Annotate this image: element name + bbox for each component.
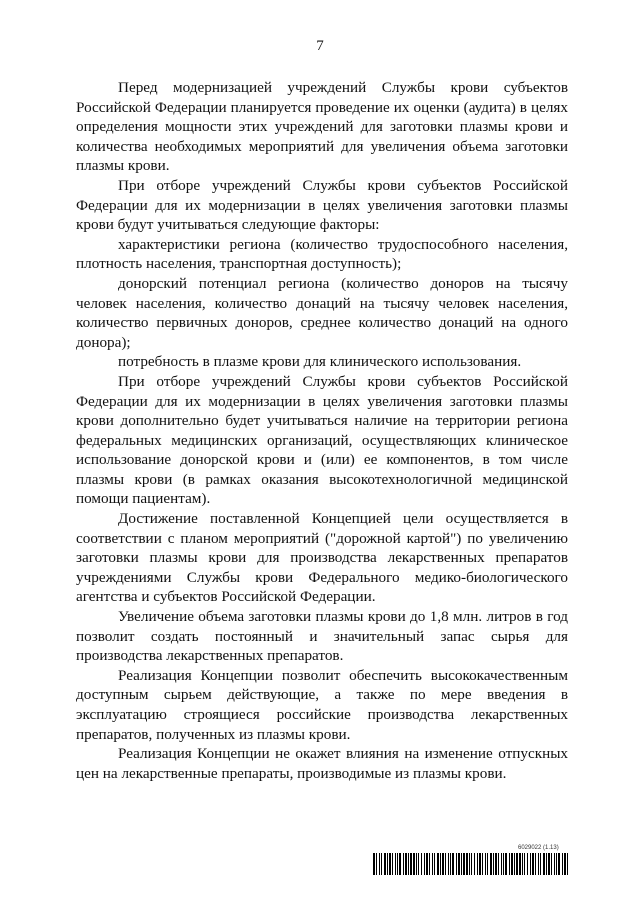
document-code: 6029022 (1.13) — [518, 845, 559, 851]
page-number: 7 — [316, 38, 324, 54]
barcode — [373, 853, 569, 875]
list-item-region-characteristics: характеристики региона (количество трудоспособного населения, плотность населения, транспортная доступность); — [76, 235, 568, 273]
paragraph-selection-factors: При отборе учреждений Службы крови субъектов Российской Федерации для их модернизации в целях увеличения заготовки плазмы крови будут учитываться следующие факторы: — [76, 176, 568, 234]
paragraph-implementation-supply: Реализация Концепции позволит обеспечить высококачественным доступным сырьем действующие, а также по мере введения в эксплуатацию строящиеся российские производства лекарственных препаратов, полученных из плазмы крови. — [76, 666, 568, 743]
paragraph-volume-increase: Увеличение объема заготовки плазмы крови до 1,8 млн. литров в год позволит создать постоянный и значительный запас сырья для производства лекарственных препаратов. — [76, 608, 568, 665]
paragraph-additional-factors: При отборе учреждений Службы крови субъектов Российской Федерации для их модернизации в целях увеличения заготовки плазмы крови дополнительно будет учитываться наличие на территории региона федеральных медицинских организаций, осуществляющих клиническое использование донорской крови и (или) ее компонентов, в том числе плазмы крови (в рамках оказания высокотехнологичной медицинской помощи пациентам). — [76, 372, 568, 508]
list-item-donor-potential: донорский потенциал региона (количество доноров на тысячу человек населения, количество донаций на тысячу человек населения, количество первичных доноров, среднее количество донаций на одного донора); — [76, 274, 568, 351]
paragraph-goal-achievement: Достижение поставленной Концепцией цели осуществляется в соответствии с планом мероприятий ("дорожной картой") по увеличению заготовки плазмы крови для производства лекарственных препаратов учреждениями Службы крови Федерального медико-биологического агентства и субъектов Российской Федерации. — [76, 510, 568, 606]
document-body — [76, 78, 568, 783]
paragraph-implementation-prices: Реализация Концепции не окажет влияния на изменение отпускных цен на лекарственные препараты, производимые из плазмы крови. — [76, 745, 568, 782]
list-item-plasma-need: потребность в плазме крови для клинического использования. — [118, 353, 522, 371]
paragraph-audit: Перед модернизацией учреждений Службы крови субъектов Российской Федерации планируется проведение их оценки (аудита) в целях определения мощности этих учреждений для заготовки плазмы крови и количества необходимых мероприятий для увеличения объема заготовки плазмы крови. — [76, 79, 568, 175]
